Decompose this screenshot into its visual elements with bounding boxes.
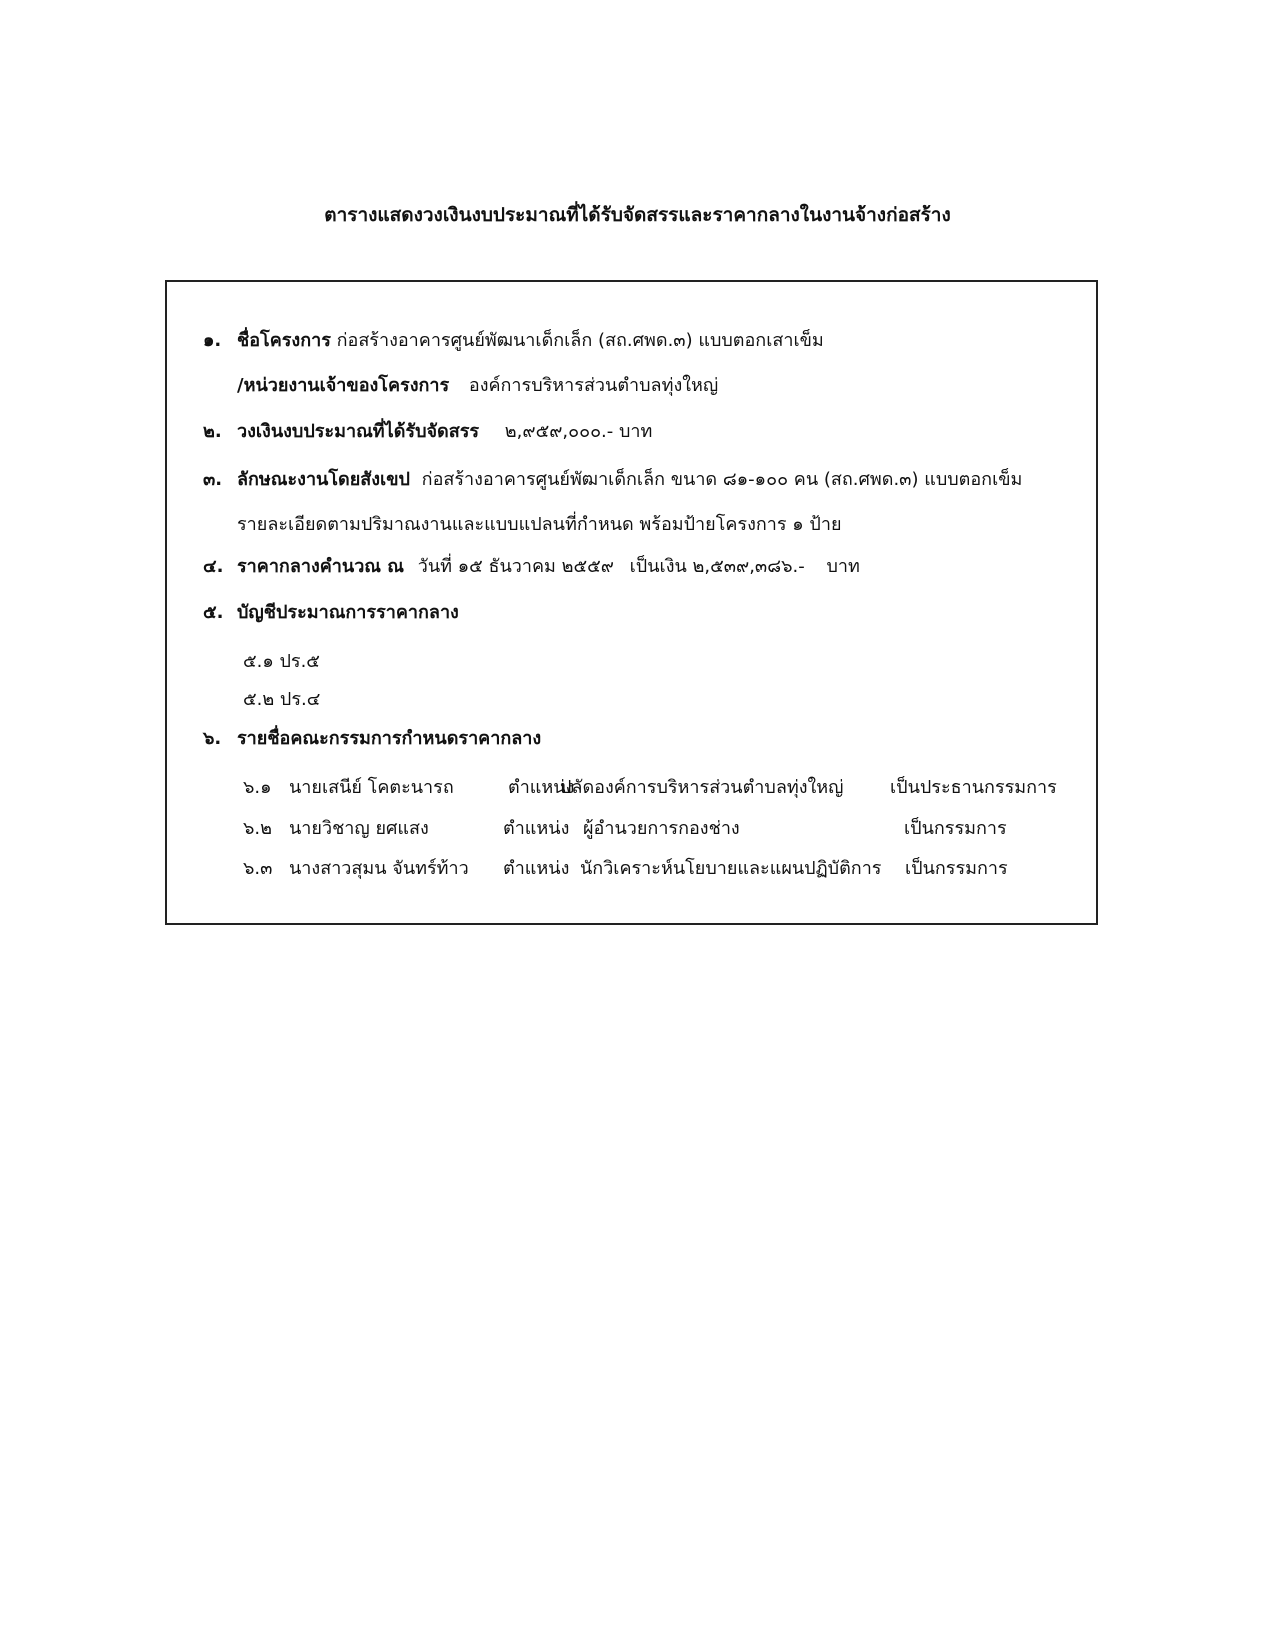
item-1-value: ก่อสร้างอาคารศูนย์พัฒนาเด็กเล็ก (สถ.ศพด.๓) แบบตอกเสาเข็ม bbox=[336, 330, 824, 351]
item-3-value-continued: รายละเอียดตามปริมาณงานและแบบแปลนที่กำหนด พร้อมป้ายโครงการ ๑ ป้าย bbox=[237, 514, 842, 535]
item-4-amount: เป็นเงิน ๒,๕๓๙,๓๘๖.- bbox=[629, 556, 805, 577]
member-1-name: นายเสนีย์ โคตะนารถ bbox=[289, 777, 454, 798]
item-2-value: ๒,๙๕๙,๐๐๐.- บาท bbox=[504, 421, 653, 442]
item-1-number: ๑. bbox=[203, 330, 222, 351]
item-1-owner-label: /หน่วยงานเจ้าของโครงการ bbox=[237, 375, 450, 396]
member-2-name: นายวิชาญ ยศแสง bbox=[289, 818, 429, 839]
member-1-role: เป็นประธานกรรมการ bbox=[890, 777, 1057, 798]
document-title: ตารางแสดงวงเงินงบประมาณที่ได้รับจัดสรรและราคากลางในงานจ้างก่อสร้าง bbox=[324, 204, 951, 226]
member-2-position-label: ตำแหน่ง bbox=[503, 818, 570, 839]
item-3-line bbox=[237, 468, 1022, 492]
member-2-position: ผู้อำนวยการกองช่าง bbox=[583, 818, 740, 839]
item-2-label: วงเงินงบประมาณที่ได้รับจัดสรร bbox=[237, 421, 480, 442]
member-2-number: ๖.๒ bbox=[243, 818, 273, 839]
item-4-date: วันที่ ๑๕ ธันวาคม ๒๕๕๙ bbox=[417, 556, 614, 577]
item-1-owner-line bbox=[237, 374, 718, 398]
item-4-line bbox=[237, 555, 860, 579]
member-3-position: นักวิเคราะห์นโยบายและแผนปฏิบัติการ bbox=[580, 858, 882, 879]
item-3-number: ๓. bbox=[203, 469, 223, 490]
item-5-sub-1: ๕.๑ ปร.๕ bbox=[243, 651, 320, 672]
member-1-position-label: ตำแหน่ง bbox=[508, 777, 575, 798]
item-5-number: ๕. bbox=[203, 602, 224, 623]
item-1-line bbox=[237, 329, 824, 353]
member-3-role: เป็นกรรมการ bbox=[905, 858, 1008, 879]
item-2-line bbox=[237, 420, 652, 444]
item-4-unit: บาท bbox=[826, 556, 860, 577]
member-2-role: เป็นกรรมการ bbox=[904, 818, 1007, 839]
item-6-number: ๖. bbox=[203, 728, 222, 749]
item-4-number: ๔. bbox=[203, 556, 224, 577]
item-6-label: รายชื่อคณะกรรมการกำหนดราคากลาง bbox=[237, 728, 542, 749]
member-3-number: ๖.๓ bbox=[243, 858, 273, 879]
member-1-position: ปลัดองค์การบริหารส่วนตำบลทุ่งใหญ่ bbox=[560, 777, 844, 798]
member-1-number: ๖.๑ bbox=[243, 777, 272, 798]
member-3-position-label: ตำแหน่ง bbox=[503, 858, 570, 879]
item-4-label: ราคากลางคำนวณ ณ bbox=[237, 556, 404, 577]
member-3-name: นางสาวสุมน จันทร์ท้าว bbox=[289, 858, 469, 879]
item-1-owner-value: องค์การบริหารส่วนตำบลทุ่งใหญ่ bbox=[468, 375, 719, 396]
item-5-label: บัญชีประมาณการราคากลาง bbox=[237, 602, 459, 623]
item-1-label: ชื่อโครงการ bbox=[237, 330, 331, 351]
item-3-label: ลักษณะงานโดยสังเขป bbox=[237, 469, 410, 490]
item-2-number: ๒. bbox=[203, 421, 222, 442]
item-3-value: ก่อสร้างอาคารศูนย์พัฒาเด็กเล็ก ขนาด ๘๑-๑๐๐ คน (สถ.ศพด.๓) แบบตอกเข็ม bbox=[421, 469, 1023, 490]
item-5-sub-2: ๕.๒ ปร.๔ bbox=[243, 689, 321, 710]
